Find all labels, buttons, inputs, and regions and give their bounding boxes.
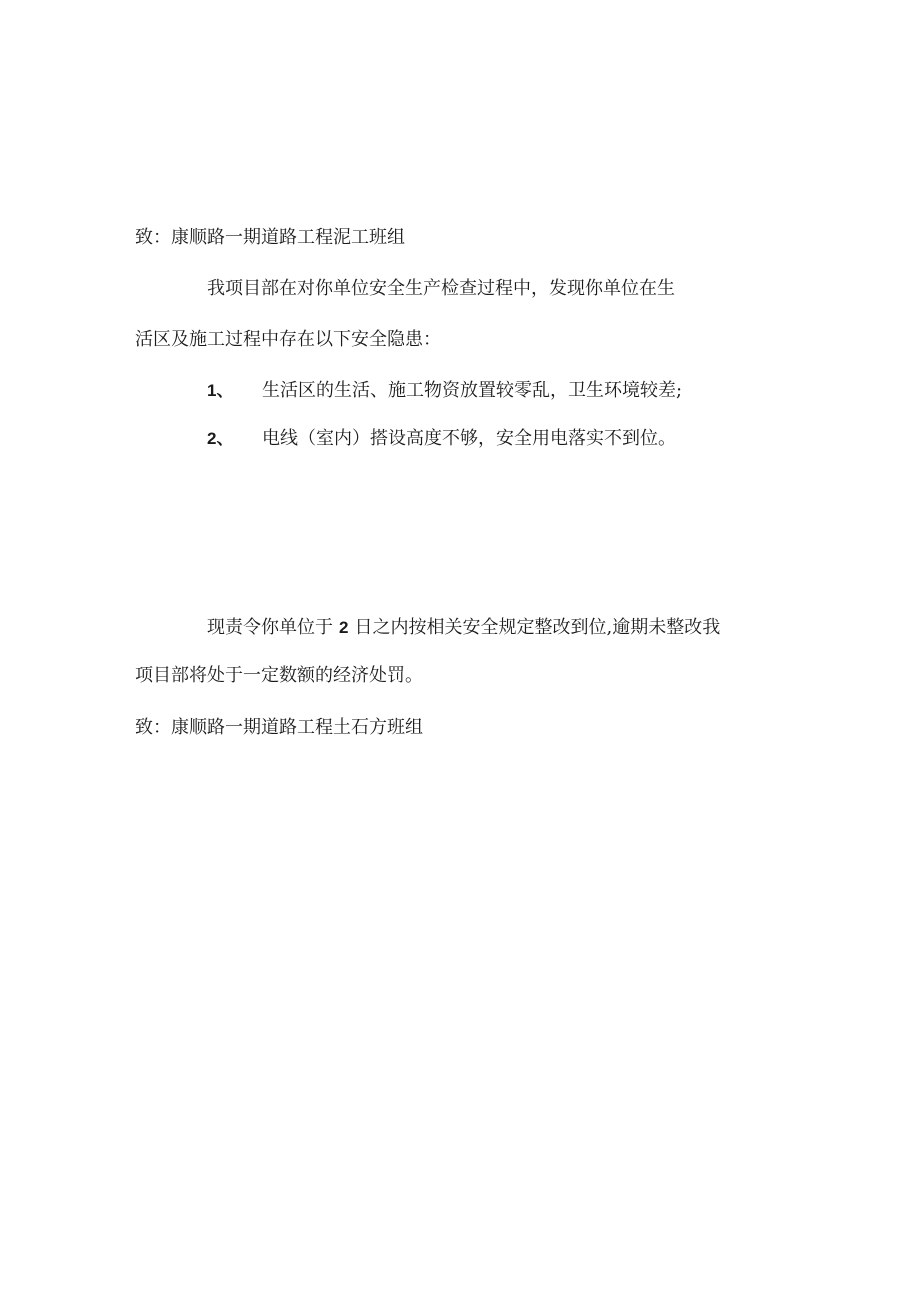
hazard-item-number: 2、 [207,429,234,448]
hazard-item-text: 生活区的生活、施工物资放置较零乱，卫生环境较差; [262,380,683,401]
order-paragraph-line-1 [207,616,720,640]
hazard-item-number: 1、 [207,381,234,400]
order-paragraph-line-2: 项目部将处于一定数额的经济处罚。 [135,665,423,686]
second-addressee-line: 致：康顺路一期道路工程土石方班组 [135,717,423,738]
order-suffix: 日之内按相关安全规定整改到位,逾期未整改我 [354,617,721,638]
hazard-item-text: 电线（室内）搭设高度不够，安全用电落实不到位。 [262,428,676,449]
intro-paragraph-line-1: 我项目部在对你单位安全生产检查过程中，发现你单位在生 [207,278,675,299]
addressee-line: 致：康顺路一期道路工程泥工班组 [135,227,405,248]
order-prefix: 现责令你单位于 [207,617,333,638]
intro-paragraph-line-2: 活区及施工过程中存在以下安全隐患： [135,329,441,350]
order-days: 2 [339,618,349,637]
